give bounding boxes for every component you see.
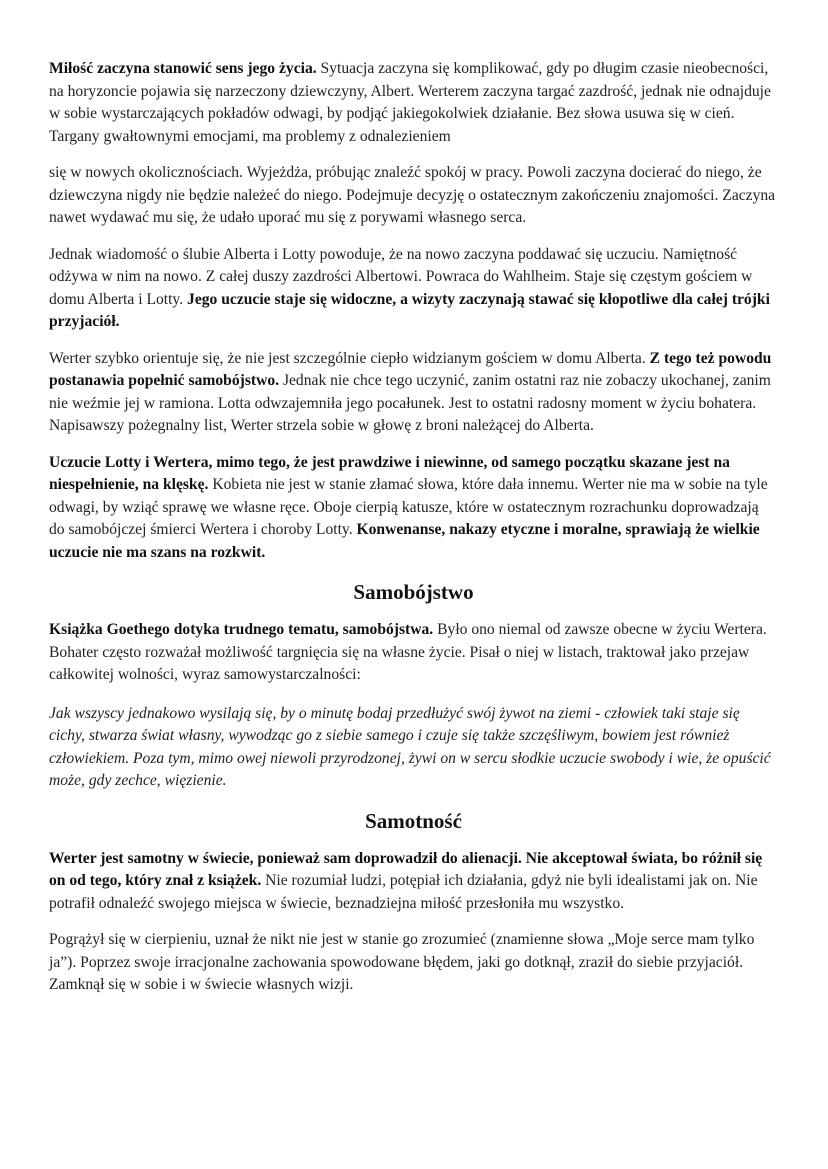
- section-heading-loneliness: Samotność: [365, 808, 462, 833]
- paragraph-text: Werter szybko orientuje się, że nie jest szczególnie ciepło widzianym gościem w domu Alberta.: [49, 349, 650, 367]
- paragraph-text: Pogrążył się w cierpieniu, uznał że nikt nie jest w stanie go zrozumieć (znamienne słowa „Moje serce mam tylko ja”). Poprzez swoje irracjonalne zachowania spowodowane błędem, jaki go dotknął, zraził do siebie przyjaciół. Zamknął się w sobie i w świecie własnych wizji.: [49, 931, 755, 993]
- bold-phrase: Z tego też powodu postanawia popełnić samobójstwo.: [49, 349, 772, 389]
- bold-phrase: Konwenanse, nakazy etyczne i moralne, sprawiają że wielkie uczucie nie ma szans na rozkwit.: [49, 521, 760, 561]
- paragraph-doomed-love: [49, 452, 778, 565]
- paragraph-suicide-theme: [49, 619, 778, 687]
- paragraph-suffering: [49, 929, 778, 997]
- quote-block: Jak wszyscy jednakowo wysilają się, by o minutę bodaj przedłużyć swój żywot na ziemi - człowiek taki staje się cichy, stwarza świat własny, wywodząc go z siebie samego i czuje się także szczęśliwym, bowiem jest również człowiekiem. Poza tym, mimo owej niewoli przyrodzonej, żywi on w sercu słodkie uczucie swobody i wie, że opuścić może, gdy zechce, więzienie.: [49, 704, 771, 789]
- paragraph-text: Jednak wiadomość o ślubie Alberta i Lotty powoduje, że na nowo zaczyna poddawać się uczuciu. Namiętność odżywa w nim na nowo. Z całej duszy zazdrości Albertowi. Powraca do Wahlheim. Staje się częstym gościem w domu Alberta i Lotty.: [49, 245, 753, 308]
- bold-phrase: Miłość zaczyna stanowić sens jego życia.: [49, 60, 317, 77]
- paragraph-text: Było ono niemal od zawsze obecne w życiu Wertera. Bohater często rozważał możliwość targnięcia się na własne życie. Pisał o niej w listach, traktował jako przejaw całkowitej wolności, wyraz samowystarczalności:: [49, 621, 767, 683]
- bold-phrase: Werter jest samotny w świecie, ponieważ sam doprowadził do alienacji. Nie akceptował świata, bo różnił się on od tego, który znał z książek.: [49, 849, 763, 889]
- paragraph-suicide-decision: [49, 348, 778, 438]
- bold-phrase: Książka Goethego dotyka trudnego tematu, samobójstwa.: [49, 621, 434, 638]
- paragraph-love-meaning: [49, 58, 778, 148]
- paragraph-wedding-news: [49, 244, 778, 334]
- paragraph-text: Jednak nie chce tego uczynić, zanim ostatni raz nie zobaczy ukochanej, zanim nie weźmie jej w ramiona. Lotta odwzajemniła jego pocałunek. Jest to ostatni radosny moment w życiu bohatera. Napisawszy pożegnalny list, Werter strzela sobie w głowę z broni należącej do Alberta.: [49, 372, 771, 434]
- paragraph-text: Nie rozumiał ludzi, potępiał ich działania, gdyż nie byli idealistami jak on. Nie potrafił odnaleźć swojego miejsca w świecie, beznadziejna miłość przesłoniła mu wszystko.: [49, 872, 758, 912]
- section-heading-suicide: Samobójstwo: [353, 580, 474, 604]
- paragraph-text: Sytuacja zaczyna się komplikować, gdy po długim czasie nieobecności, na horyzoncie pojawia się narzeczony dziewczyny, Albert. Werterem zaczyna targać zazdrość, jednak nie odnajduje w sobie wystarczających pokładów odwagi, by podjąć jakiegokolwiek działanie. Bez słowa usuwa się w cień. Targany gwałtownymi emocjami, ma problemy z odnalezieniem: [49, 60, 771, 145]
- paragraph-alienation: [49, 848, 778, 916]
- bold-phrase: Uczucie Lotty i Wertera, mimo tego, że jest prawdziwe i niewinne, od samego początku skazane jest na niespełnienie, na klęskę.: [49, 453, 730, 493]
- paragraph-text: Kobieta nie jest w stanie złamać słowa, które dała innemu. Werter nie ma w sobie na tyle odwagi, by wziąć sprawę we własne ręce. Oboje cierpią katusze, które w ostatecznym rozrachunku doprowadzają do samobójczej śmierci Wertera i choroby Lotty.: [49, 476, 768, 538]
- bold-phrase: Jego uczucie staje się widoczne, a wizyty zaczynają stawać się kłopotliwe dla całej trójki przyjaciół.: [49, 290, 770, 330]
- paragraph-text: się w nowych okolicznościach. Wyjeżdża, próbując znaleźć spokój w pracy. Powoli zaczyna docierać do niego, że dziewczyna nigdy nie będzie należeć do niego. Podejmuje decyzję o ostatecznym zakończeniu znajomości. Zaczyna nawet wydawać mu się, że udało uporać mu się z porywami własnego serca.: [49, 164, 776, 226]
- paragraph-departure: [49, 162, 778, 230]
